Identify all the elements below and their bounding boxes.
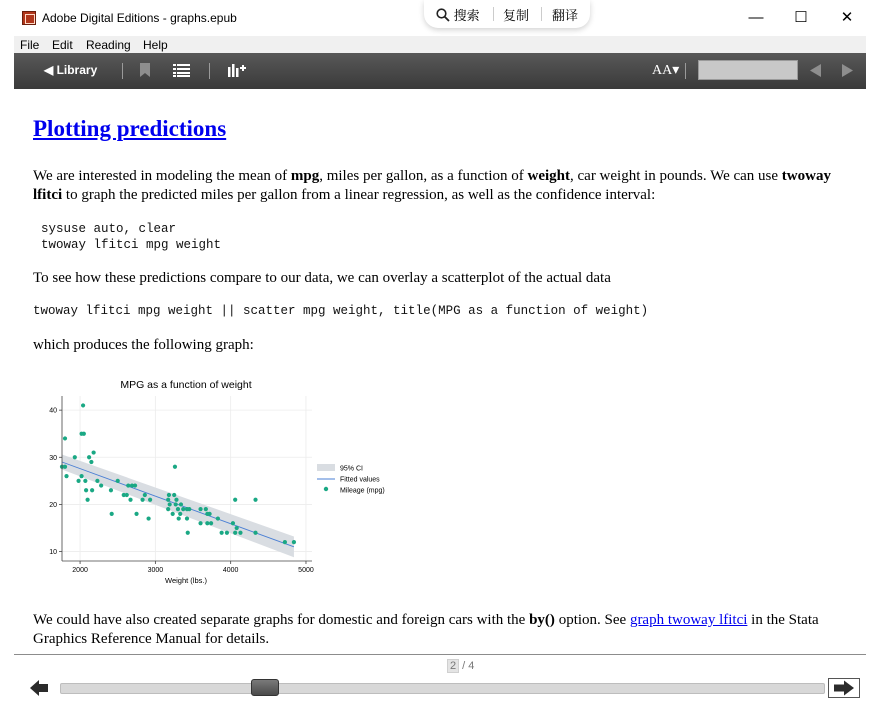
data-point — [171, 512, 175, 516]
search-icon — [436, 8, 450, 22]
term-twoway-lfitci: twoway lfitci — [33, 168, 831, 203]
text: to graph the predicted miles per gallon from a linear regression, as well as the confidence interval: — [62, 187, 656, 203]
data-point — [204, 507, 208, 511]
data-point — [187, 507, 191, 511]
search-action[interactable] — [436, 5, 480, 24]
legend-swatch-ci — [317, 464, 335, 471]
translate-action[interactable]: 翻译 — [552, 8, 579, 23]
data-point — [176, 507, 180, 511]
data-point — [166, 498, 170, 502]
data-point — [253, 531, 257, 535]
data-point — [225, 531, 229, 535]
previous-result-icon[interactable] — [810, 64, 821, 77]
copy-action[interactable]: 复制 — [503, 8, 530, 23]
data-point — [177, 516, 181, 520]
annotations-icon[interactable] — [228, 62, 246, 77]
data-point — [95, 479, 99, 483]
data-point — [167, 493, 171, 497]
text: , miles per gallon, as a function of — [319, 168, 528, 184]
page-progress-slider[interactable] — [60, 683, 825, 694]
term-mpg: mpg — [290, 168, 320, 184]
x-axis-label: Weight (lbs.) — [165, 576, 207, 585]
library-button[interactable]: ◀ Library — [44, 63, 98, 77]
data-point — [173, 465, 177, 469]
text: , car weight in pounds. We can use — [570, 168, 782, 184]
data-point — [209, 521, 213, 525]
code-block-2: twoway lfitci mpg weight || scatter mpg weight, title(MPG as a function of weight) — [33, 304, 649, 318]
menu-file[interactable]: File — [20, 38, 40, 52]
adobe-digital-editions-icon — [22, 11, 36, 25]
floating-text-toolbar — [424, 0, 590, 28]
data-point — [109, 488, 113, 492]
data-point — [89, 460, 93, 464]
text: in the Stata Graphics Reference Manual for details. — [33, 612, 819, 647]
x-tick-label: 5000 — [298, 567, 314, 574]
data-point — [205, 521, 209, 525]
data-point — [172, 493, 176, 497]
data-point — [235, 526, 239, 530]
data-point — [179, 502, 183, 506]
footer-divider — [14, 654, 866, 655]
data-point — [140, 498, 144, 502]
data-point — [283, 540, 287, 544]
data-point — [233, 498, 237, 502]
data-point — [128, 498, 132, 502]
data-point — [84, 488, 88, 492]
term-weight: weight — [527, 168, 570, 184]
text: We could have also created separate graphs for domestic and foreign cars with the — [33, 612, 530, 628]
y-tick-label: 10 — [49, 549, 57, 557]
total-pages: 4 — [468, 660, 475, 672]
next-page-button[interactable] — [828, 678, 860, 698]
data-point — [174, 502, 178, 506]
data-point — [181, 507, 185, 511]
data-point — [216, 516, 220, 520]
term-by-option: by() — [529, 612, 555, 628]
legend-label-points: Mileage (mpg) — [340, 487, 385, 495]
legend-swatch-points — [324, 487, 328, 491]
data-point — [207, 512, 211, 516]
y-tick-label: 40 — [49, 407, 57, 415]
data-point — [292, 540, 296, 544]
reader-toolbar — [14, 53, 866, 89]
x-tick-label: 3000 — [147, 567, 164, 574]
paragraph-4 — [33, 611, 833, 649]
x-tick-label: 4000 — [222, 567, 239, 574]
data-point — [233, 531, 237, 535]
page-title[interactable]: Plotting predictions — [33, 116, 227, 141]
next-result-icon[interactable] — [842, 64, 853, 77]
page-progress-thumb[interactable] — [251, 679, 279, 696]
data-point — [64, 474, 68, 478]
data-point — [174, 498, 178, 502]
data-point — [168, 502, 172, 506]
data-point — [146, 516, 150, 520]
data-point — [125, 493, 129, 497]
data-point — [238, 531, 242, 535]
text: We are interested in modeling the mean of — [33, 168, 291, 184]
data-point — [79, 474, 83, 478]
legend-label-fit: Fitted values — [340, 476, 380, 484]
chart-title: MPG as a function of weight — [120, 379, 252, 391]
data-point — [186, 531, 190, 535]
title-bar — [0, 0, 882, 36]
data-point — [86, 498, 90, 502]
bookmark-icon[interactable] — [140, 63, 150, 77]
code-block-1 — [41, 221, 221, 253]
table-of-contents-icon[interactable] — [173, 64, 190, 77]
data-point — [134, 512, 138, 516]
menu-edit[interactable]: Edit — [52, 38, 73, 52]
data-point — [83, 479, 87, 483]
data-point — [220, 531, 224, 535]
data-point — [178, 512, 182, 516]
y-tick-label: 30 — [49, 454, 57, 462]
graph-twoway-lfitci-link[interactable]: graph twoway lfitci — [629, 612, 748, 628]
data-point — [133, 483, 137, 487]
search-action-label: 搜索 — [453, 8, 480, 23]
data-point — [116, 479, 120, 483]
data-point — [73, 455, 77, 459]
data-point — [87, 455, 91, 459]
x-tick-label: 2000 — [72, 567, 88, 574]
close-button[interactable]: ✕ — [840, 9, 854, 26]
paragraph-1 — [33, 167, 833, 205]
data-point — [185, 516, 189, 520]
data-point — [110, 512, 114, 516]
data-point — [253, 498, 257, 502]
font-size-button[interactable]: AA▾ — [652, 63, 680, 78]
code-line: sysuse auto, clear — [41, 222, 177, 236]
data-point — [63, 436, 67, 440]
legend-label-ci: 95% CI — [340, 465, 363, 473]
y-tick-label: 20 — [49, 501, 57, 509]
data-point — [90, 488, 94, 492]
data-point — [79, 432, 83, 436]
code-line: twoway lfitci mpg weight — [41, 238, 222, 252]
menu-help[interactable]: Help — [143, 38, 168, 52]
data-point — [231, 521, 235, 525]
data-point — [76, 479, 80, 483]
data-point — [198, 507, 202, 511]
menu-bar — [14, 36, 866, 53]
menu-reading[interactable]: Reading — [86, 38, 131, 52]
minimize-button[interactable]: — — [748, 9, 764, 26]
paragraph-3: which produces the following graph: — [33, 337, 254, 353]
scatter-chart — [30, 372, 400, 592]
current-page[interactable]: 2 — [447, 659, 459, 673]
data-point — [143, 493, 147, 497]
data-point — [126, 483, 130, 487]
text: option. See — [554, 612, 630, 628]
paragraph-2: To see how these predictions compare to our data, we can overlay a scatterplot of the actual data — [33, 270, 611, 286]
page-separator: / — [459, 660, 469, 672]
maximize-button[interactable]: ☐ — [794, 9, 808, 26]
previous-page-arrow-icon[interactable] — [30, 679, 48, 697]
next-page-arrow-icon — [834, 680, 854, 696]
page-indicator — [447, 659, 474, 673]
data-point — [92, 450, 96, 454]
data-point — [81, 403, 85, 407]
window-title: Adobe Digital Editions - graphs.epub — [42, 11, 237, 25]
data-point — [166, 507, 170, 511]
search-field[interactable] — [698, 60, 798, 80]
data-point — [99, 483, 103, 487]
data-point — [198, 521, 202, 525]
data-point — [148, 498, 152, 502]
